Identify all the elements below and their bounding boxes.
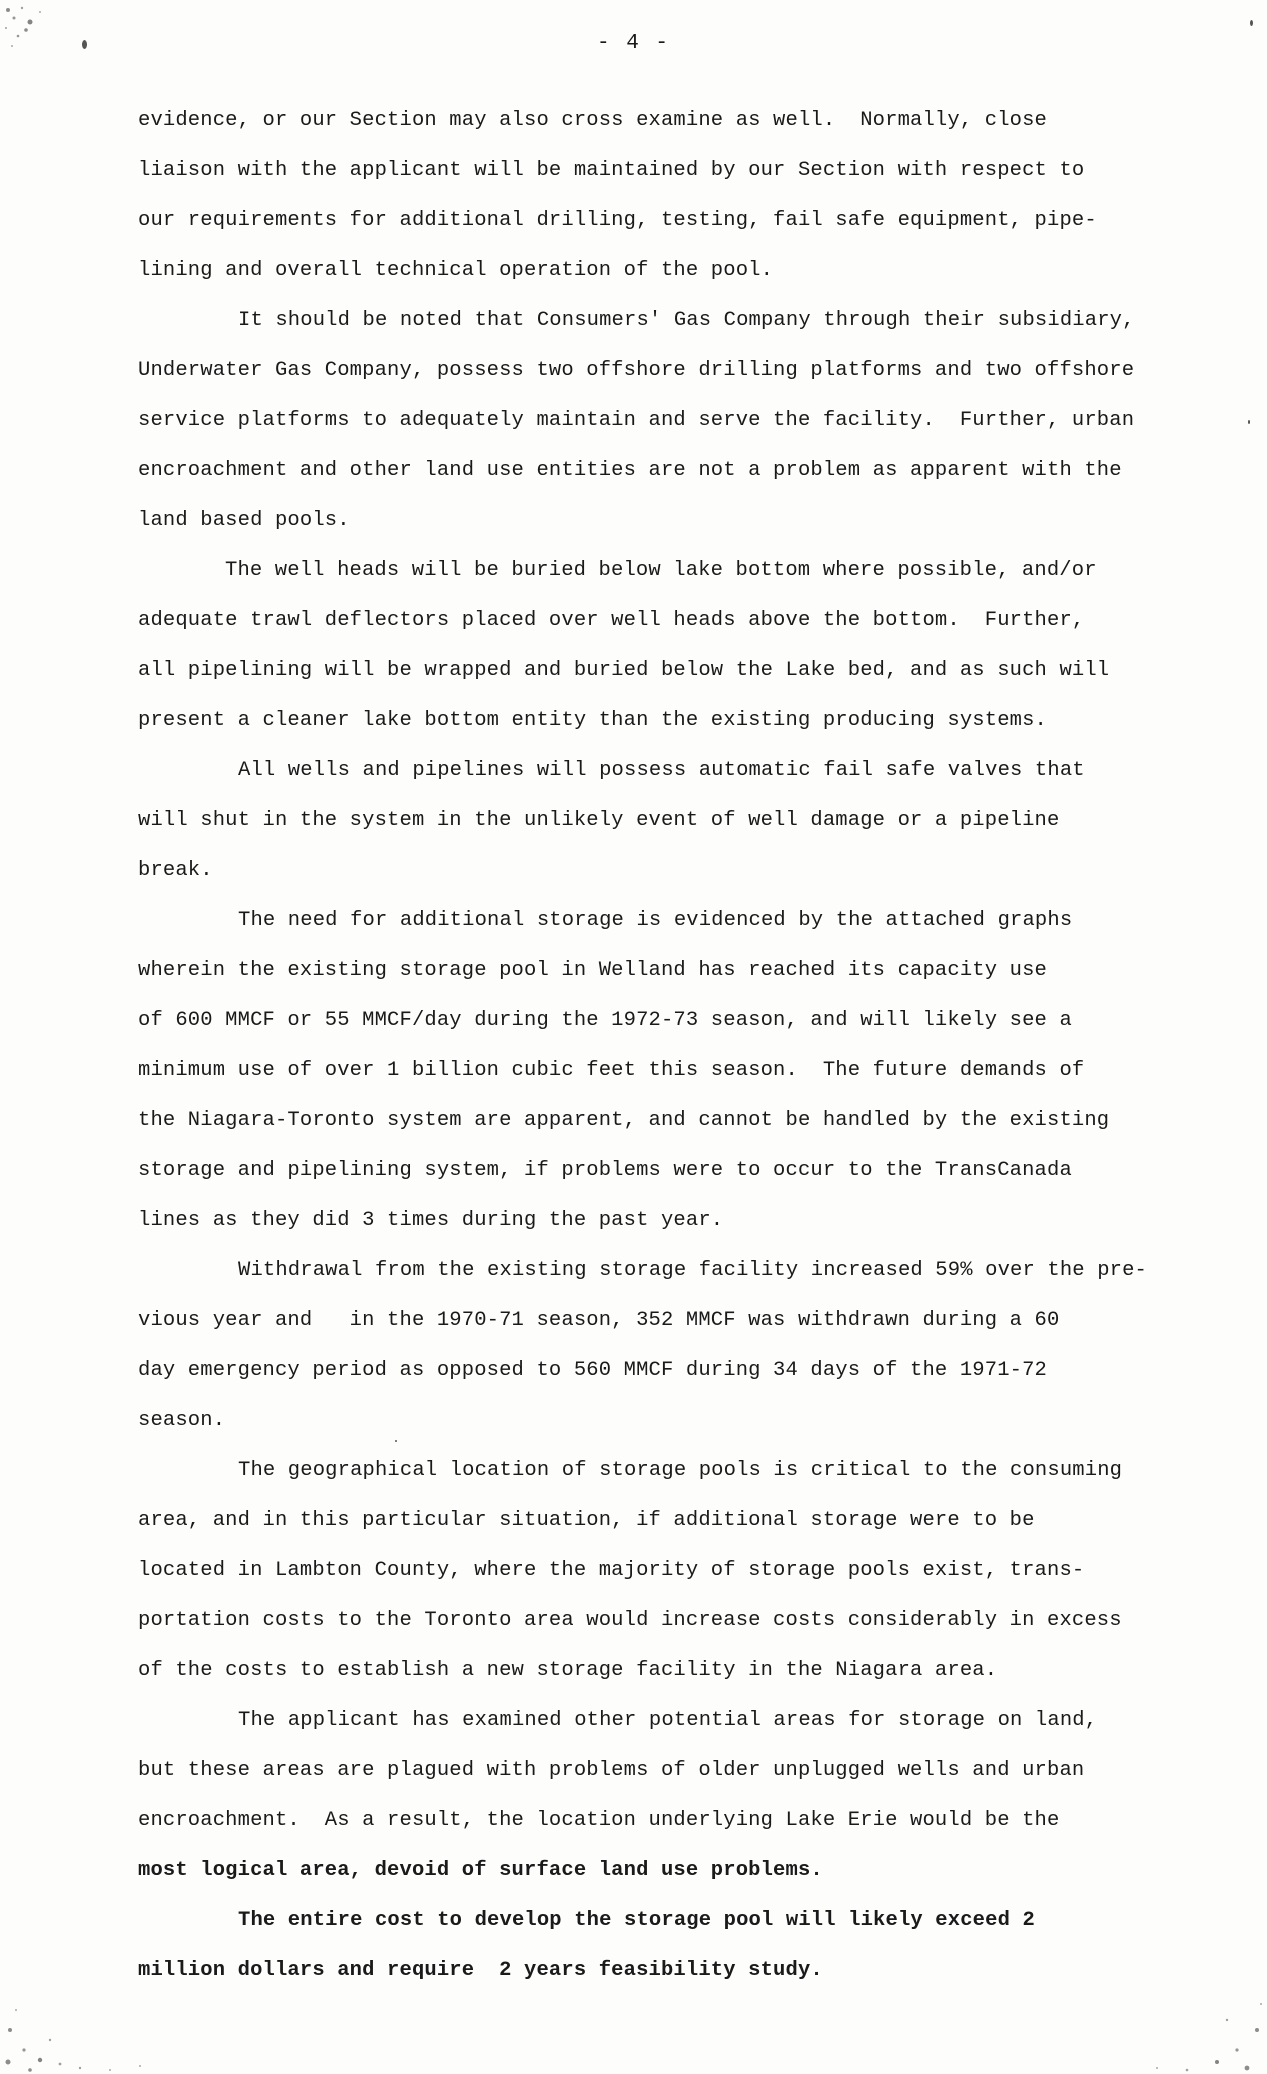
text-line: will shut in the system in the unlikely event of well damage or a pipeline <box>138 809 1060 832</box>
text-line: The applicant has examined other potential areas for storage on land, <box>238 1709 1098 1732</box>
scan-speck <box>395 1440 397 1442</box>
scan-noise-bottom-right <box>1087 1990 1267 2074</box>
scan-speck <box>1248 420 1250 424</box>
text-line: portation costs to the Toronto area would increase costs considerably in excess <box>138 1609 1122 1632</box>
text-line: service platforms to adequately maintain and serve the facility. Further, urban <box>138 409 1135 432</box>
text-line: area, and in this particular situation, if additional storage were to be <box>138 1509 1035 1532</box>
text-line: The entire cost to develop the storage pool will likely exceed 2 <box>238 1909 1035 1932</box>
text-line: The well heads will be buried below lake bottom where possible, and/or <box>225 559 1097 582</box>
text-line: lines as they did 3 times during the past year. <box>138 1209 724 1232</box>
scan-noise-bottom-left <box>0 1990 180 2074</box>
text-line: vious year and in the 1970-71 season, 352 MMCF was withdrawn during a 60 <box>138 1309 1060 1332</box>
text-line: encroachment. As a result, the location underlying Lake Erie would be the <box>138 1809 1060 1832</box>
text-line: present a cleaner lake bottom entity than the existing producing systems. <box>138 709 1047 732</box>
text-line: The need for additional storage is evidenced by the attached graphs <box>238 909 1073 932</box>
text-line: The geographical location of storage pools is critical to the consuming <box>238 1459 1123 1482</box>
text-line: land based pools. <box>138 509 350 532</box>
text-line: of 600 MMCF or 55 MMCF/day during the 1972-73 season, and will likely see a <box>138 1009 1072 1032</box>
page-number: - 4 - <box>596 32 670 55</box>
text-line: all pipelining will be wrapped and buried below the Lake bed, and as such will <box>138 659 1110 682</box>
scan-noise-top-left <box>0 0 70 60</box>
text-line: day emergency period as opposed to 560 MMCF during 34 days of the 1971-72 <box>138 1359 1047 1382</box>
text-line: most logical area, devoid of surface land use problems. <box>138 1859 823 1882</box>
text-line: Withdrawal from the existing storage facility increased 59% over the pre- <box>238 1259 1147 1282</box>
text-line: lining and overall technical operation of the pool. <box>138 259 774 282</box>
text-line: wherein the existing storage pool in Welland has reached its capacity use <box>138 959 1047 982</box>
text-line: minimum use of over 1 billion cubic feet this season. The future demands of <box>138 1059 1085 1082</box>
text-line: encroachment and other land use entities are not a problem as apparent with the <box>138 459 1122 482</box>
text-line: Underwater Gas Company, possess two offshore drilling platforms and two offshore <box>138 359 1135 382</box>
text-line: our requirements for additional drilling, testing, fail safe equipment, pipe- <box>138 209 1097 232</box>
text-line: but these areas are plagued with problems of older unplugged wells and urban <box>138 1759 1085 1782</box>
text-line: located in Lambton County, where the majority of storage pools exist, trans- <box>138 1559 1085 1582</box>
scan-speck <box>82 40 87 49</box>
text-line: It should be noted that Consumers' Gas Company through their subsidiary, <box>238 309 1135 332</box>
text-line: million dollars and require 2 years feasibility study. <box>138 1959 823 1982</box>
text-line: break. <box>138 859 213 882</box>
text-line: season. <box>138 1409 226 1432</box>
text-line: liaison with the applicant will be maintained by our Section with respect to <box>138 159 1085 182</box>
text-line: storage and pipelining system, if problems were to occur to the TransCanada <box>138 1159 1072 1182</box>
text-line: adequate trawl deflectors placed over well heads above the bottom. Further, <box>138 609 1085 632</box>
text-line: evidence, or our Section may also cross examine as well. Normally, close <box>138 109 1047 132</box>
scan-speck <box>1250 20 1253 26</box>
text-line: All wells and pipelines will possess automatic fail safe valves that <box>238 759 1085 782</box>
text-line: of the costs to establish a new storage facility in the Niagara area. <box>138 1659 998 1682</box>
text-line: the Niagara-Toronto system are apparent, and cannot be handled by the existing <box>138 1109 1110 1132</box>
